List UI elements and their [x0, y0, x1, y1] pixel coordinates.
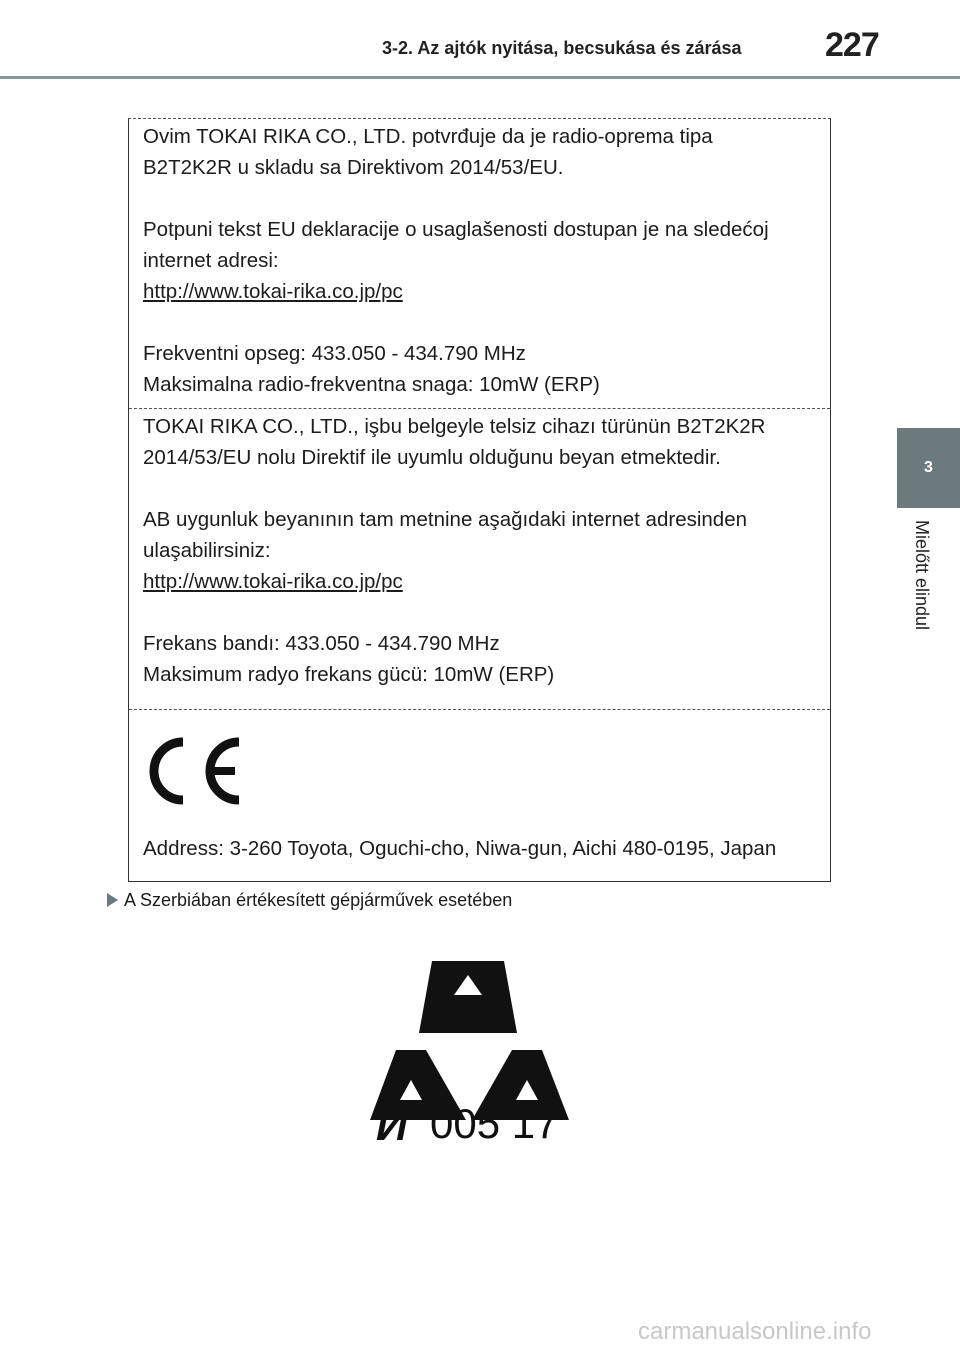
turkish-line-2: 2014/53/EU nolu Direktif ile uyumlu olduğunu beyan etmektedir. — [143, 446, 721, 469]
serbian-url-link[interactable]: http://www.tokai-rika.co.jp/pc — [143, 280, 403, 303]
header-rule — [0, 76, 960, 79]
serbia-letter: И — [376, 1101, 408, 1150]
chapter-tab[interactable]: 3 — [897, 428, 960, 508]
serbian-line-5: Frekventni opseg: 433.050 - 434.790 MHz — [143, 342, 526, 365]
declaration-box — [128, 118, 831, 882]
turkish-line-1: TOKAI RIKA CO., LTD., işbu belgeyle telsiz cihazı türünün B2T2K2R — [143, 415, 766, 438]
chapter-label: Mielőtt elindul — [912, 520, 932, 631]
bullet-arrow-icon — [107, 893, 118, 907]
turkish-declaration — [143, 411, 820, 690]
section-divider — [129, 709, 830, 710]
watermark: carmanualsonline.info — [638, 1318, 872, 1345]
serbian-line-2: B2T2K2R u skladu sa Direktivom 2014/53/EU. — [143, 156, 564, 179]
manufacturer-address: Address: 3-260 Toyota, Oguchi-cho, Niwa-gun, Aichi 480-0195, Japan — [143, 837, 777, 860]
serbia-note — [107, 890, 512, 911]
serbian-declaration — [143, 121, 820, 400]
serbian-line-4: internet adresi: — [143, 249, 279, 272]
serbian-line-1: Ovim TOKAI RIKA CO., LTD. potvrđuje da je radio-oprema tipa — [143, 125, 713, 148]
turkish-line-5: Frekans bandı: 433.050 - 434.790 MHz — [143, 632, 500, 655]
turkish-line-6: Maksimum radyo frekans gücü: 10mW (ERP) — [143, 663, 555, 686]
turkish-line-3: AB uygunluk beyanının tam metnine aşağıdaki internet adresinden — [143, 508, 747, 531]
page-header-title: 3-2. Az ajtók nyitása, becsukása és zárása — [382, 38, 742, 58]
serbian-line-6: Maksimalna radio-frekventna snaga: 10mW (ERP) — [143, 373, 600, 396]
page-number: 227 — [825, 26, 879, 64]
serbian-line-3: Potpuni tekst EU deklaracije o usaglašenosti dostupan je na sledećoj — [143, 218, 769, 241]
ce-mark-icon — [149, 734, 249, 809]
turkish-line-4: ulaşabilirsiniz: — [143, 539, 271, 562]
serbia-note-text: A Szerbiában értékesített gépjárművek esetében — [124, 890, 513, 910]
serbia-code: 005 17 — [430, 1100, 559, 1147]
turkish-url-link[interactable]: http://www.tokai-rika.co.jp/pc — [143, 570, 403, 593]
section-divider — [129, 408, 830, 409]
